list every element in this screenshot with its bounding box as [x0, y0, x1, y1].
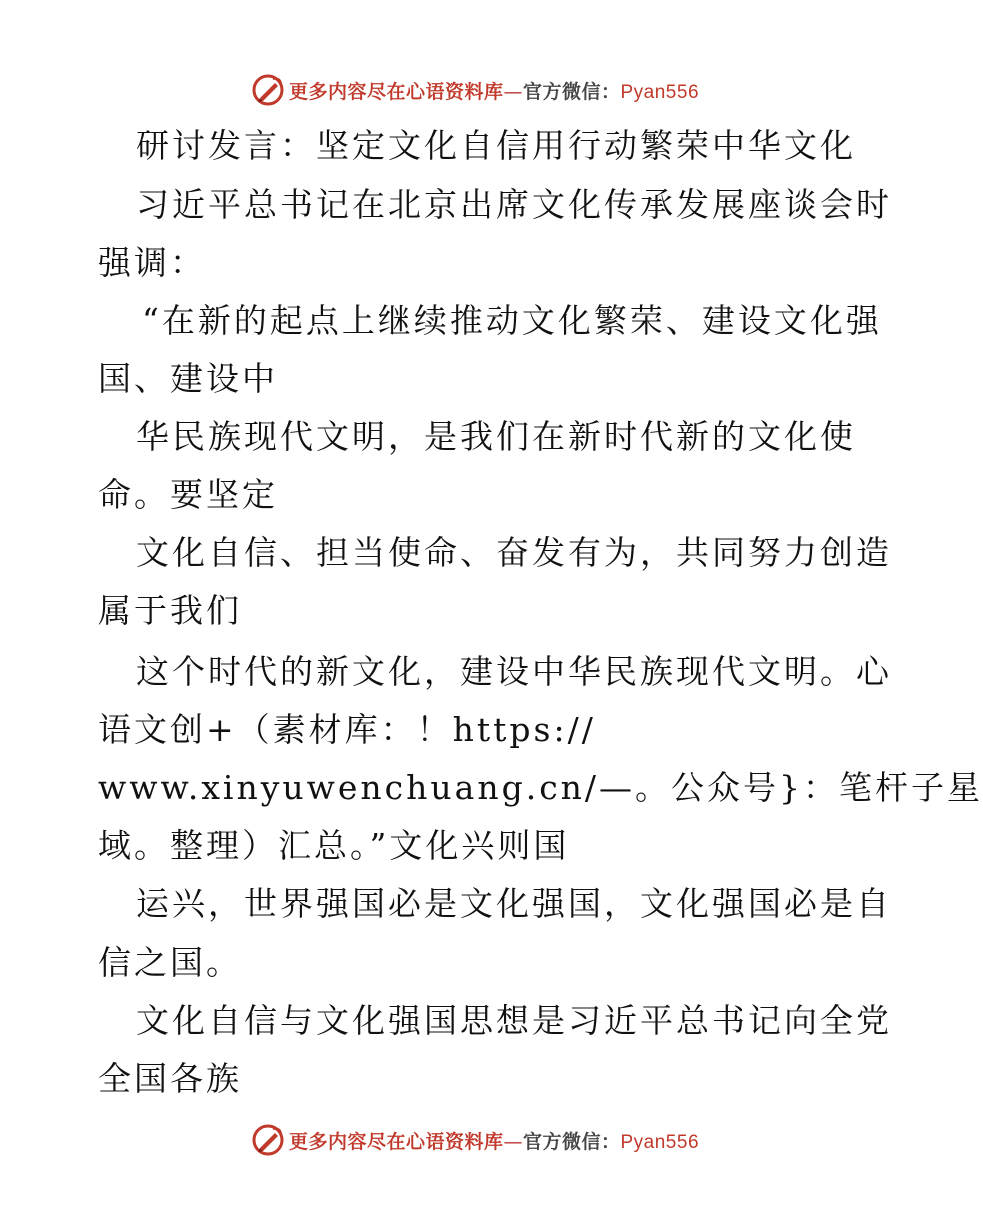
banner-wechat-id: Pyan556 — [620, 1131, 700, 1153]
text-line: 文化自信与文化强国思想是习近平总书记向全党 — [136, 1001, 892, 1040]
footer-banner — [0, 1120, 950, 1160]
header-banner-content — [251, 73, 699, 107]
banner-separator: — — [503, 80, 523, 103]
text-line: 命。要坚定 — [98, 475, 278, 514]
text-line: www.xinyuwenchuang.cn/—。公众号}：笔杆子星 — [98, 768, 983, 807]
header-banner — [0, 70, 950, 110]
text-line: 国、建设中 — [98, 359, 278, 398]
banner-separator: — — [503, 1130, 523, 1153]
text-line: 这个时代的新文化，建设中华民族现代文明。心 — [136, 652, 892, 691]
text-line: 华民族现代文明，是我们在新时代新的文化使 — [136, 417, 856, 456]
banner-wechat-label: 官方微信： — [522, 1130, 621, 1153]
document-title: 研讨发言：坚定文化自信用行动繁荣中华文化 — [136, 126, 856, 165]
footer-banner-content — [251, 1123, 699, 1157]
banner-brand-text: 更多内容尽在心语资料库 — [288, 1130, 504, 1153]
text-line: 属于我们 — [98, 591, 242, 630]
banner-wechat-id: Pyan556 — [620, 81, 700, 103]
text-line: 全国各族 — [98, 1059, 242, 1098]
text-line: 运兴，世界强国必是文化强国，文化强国必是自 — [136, 884, 892, 923]
footer-banner-text — [289, 1127, 699, 1154]
header-banner-text — [289, 77, 699, 104]
text-line: 域。整理）汇总。”文化兴则国 — [98, 826, 570, 865]
pen-logo-icon — [251, 73, 285, 107]
text-line: 文化自信、担当使命、奋发有为，共同努力创造 — [136, 533, 892, 572]
text-line: 信之国。 — [98, 943, 242, 982]
banner-brand-text: 更多内容尽在心语资料库 — [288, 80, 504, 103]
text-line: 语文创+（素材库：！https:// — [98, 710, 596, 749]
pen-logo-icon — [251, 1123, 285, 1157]
banner-wechat-label: 官方微信： — [522, 80, 621, 103]
text-line: “在新的起点上继续推动文化繁荣、建设文化强 — [142, 301, 882, 340]
text-line: 习近平总书记在北京出席文化传承发展座谈会时 — [136, 185, 892, 224]
text-line: 强调： — [98, 243, 206, 282]
